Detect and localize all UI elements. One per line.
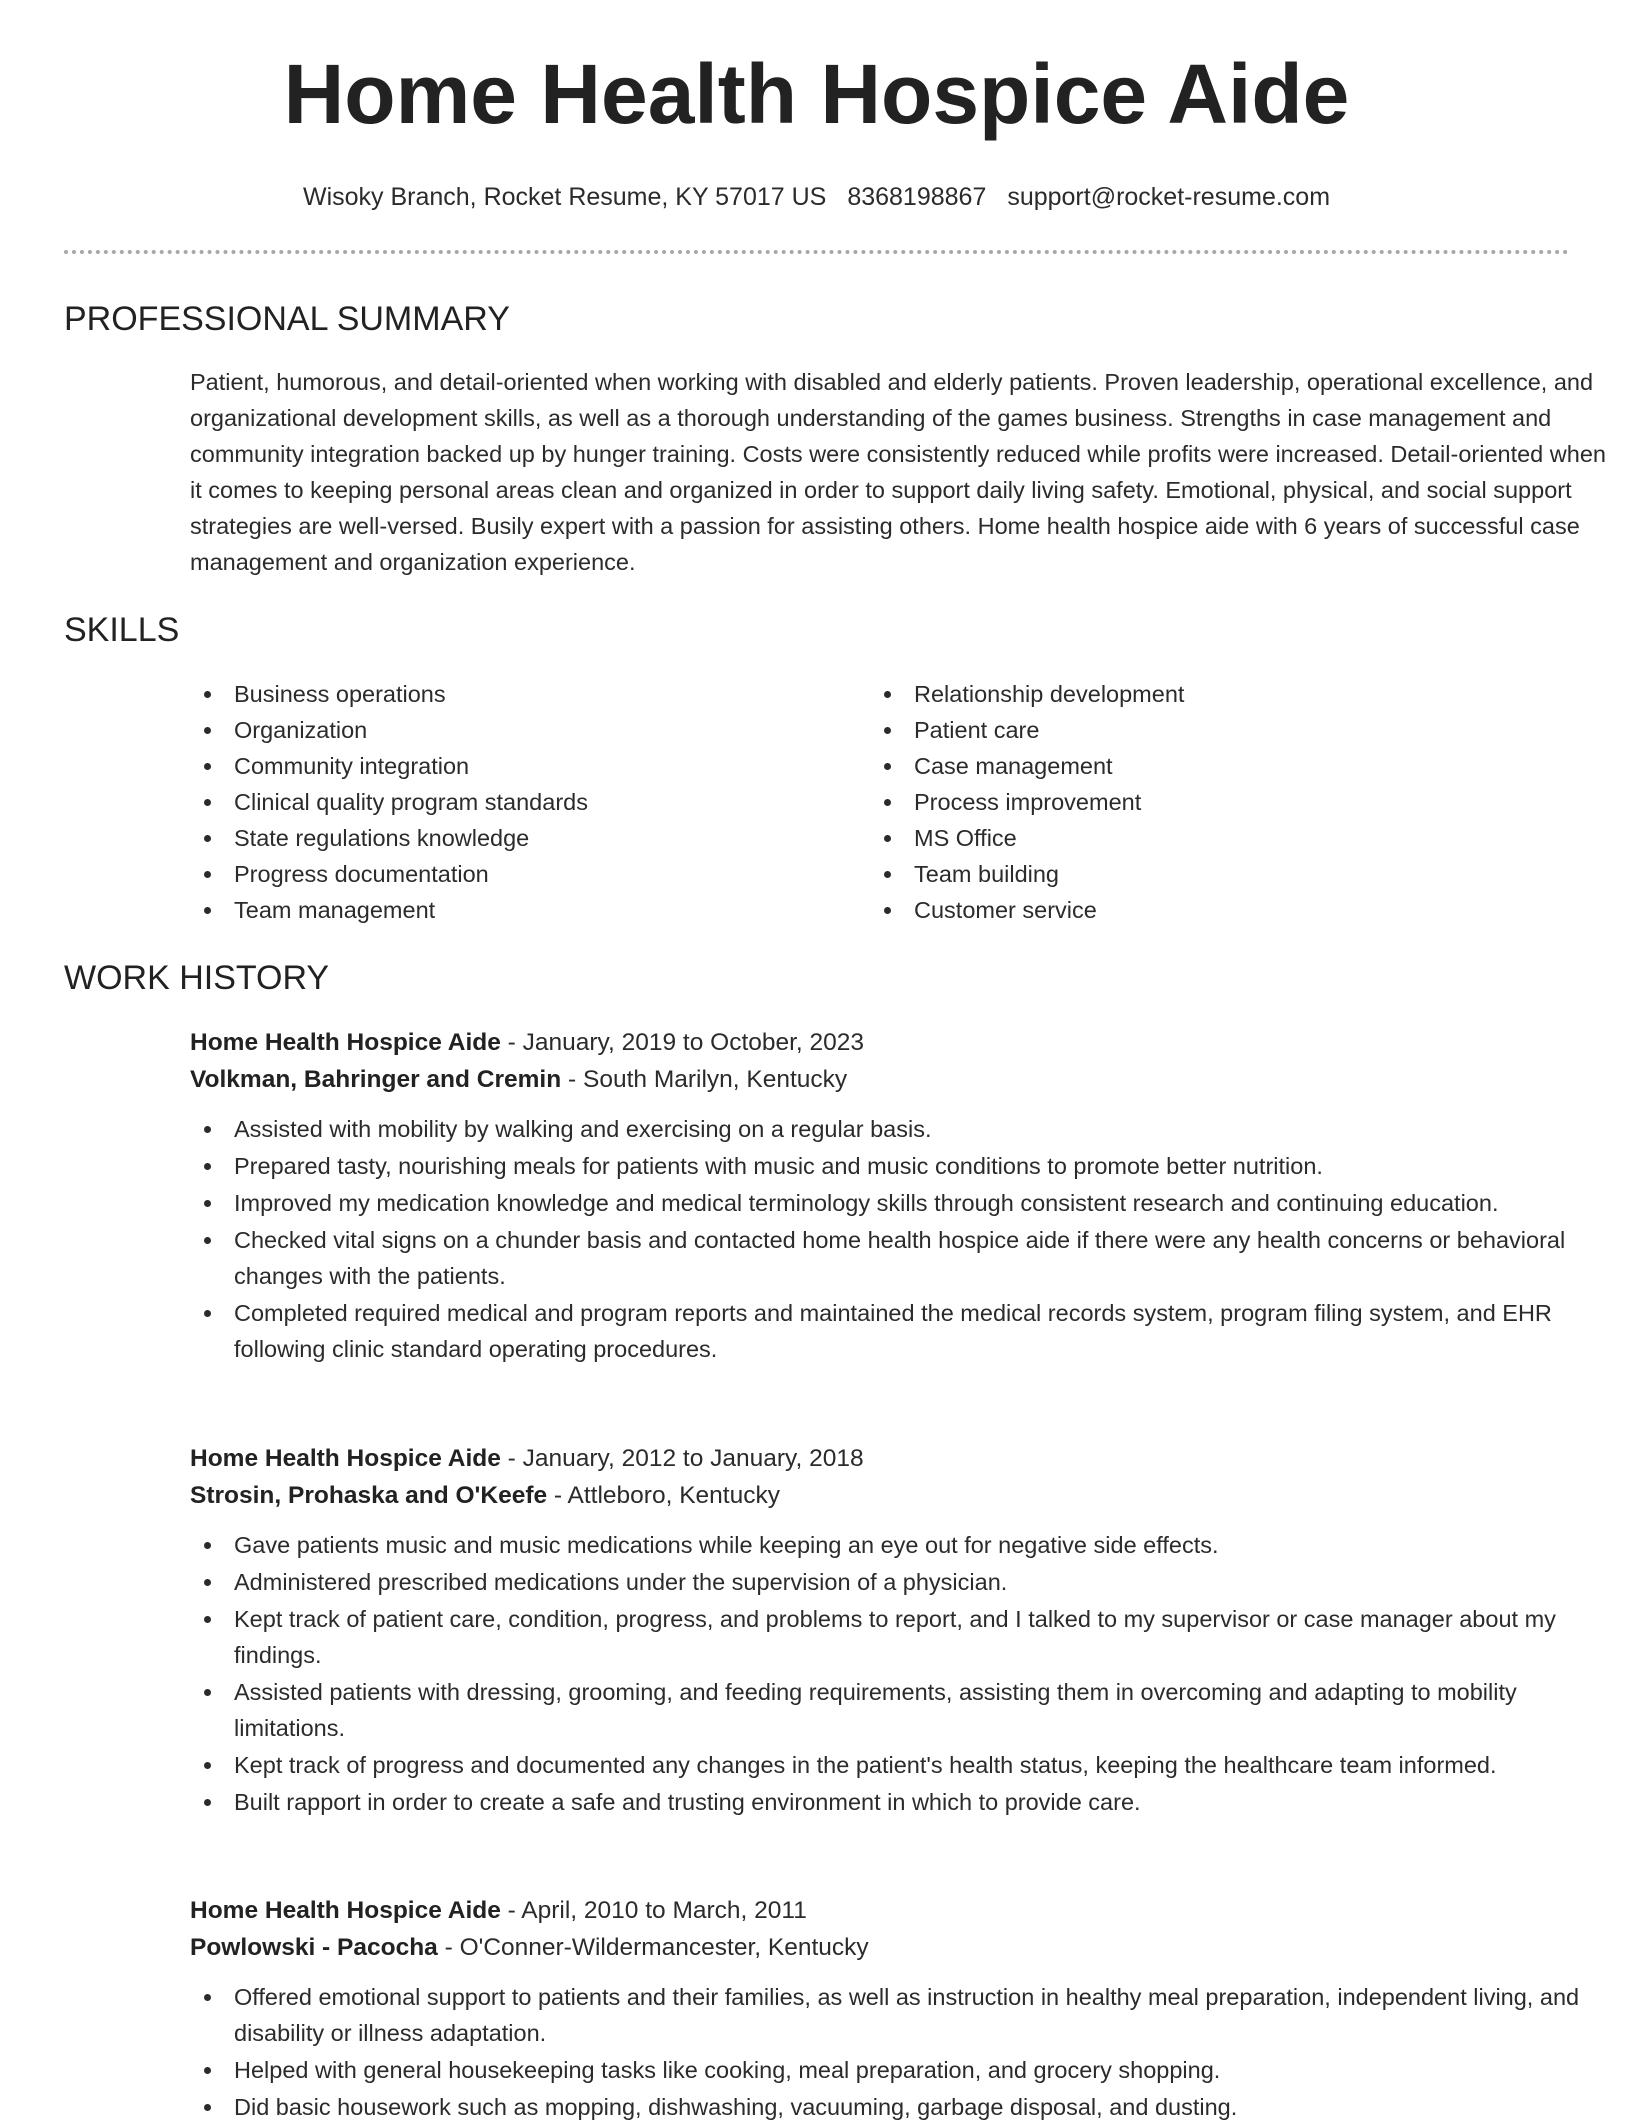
summary-text: Patient, humorous, and detail-oriented when working with disabled and elderly patients. Proven leadership, operational excellence, and organizational development skills, as well as a thorough understanding of the games business. Strengths in case management and community integration backed up by hunger training. Costs were consistently reduced while profits were increased. Detail-oriented when it comes to keeping personal areas clean and organized in order to support daily living safety. Emotional, physical, and social support strategies are well-versed. Busily expert with a passion for assisting others. Home health hospice aide with 6 years of successful case management and organization experience. [190, 369, 1606, 575]
job-role: Home Health Hospice Aide [190, 1029, 501, 1056]
job-duty: Kept track of patient care, condition, progress, and problems to report, and I talked to my supervisor or case manager about my findings. [190, 1601, 1620, 1673]
skill-item: Team management [190, 892, 830, 928]
contact-phone: 8368198867 [847, 183, 987, 211]
summary-heading: PROFESSIONAL SUMMARY [64, 300, 510, 338]
skill-item: Business operations [190, 676, 830, 712]
skill-item: Progress documentation [190, 856, 830, 892]
job-dates: - April, 2010 to March, 2011 [500, 1897, 807, 1924]
job-duty: Helped with general housekeeping tasks like cooking, meal preparation, and grocery shopping. [190, 2052, 1620, 2088]
job-company-line [190, 1061, 1620, 1098]
job-duty: Built rapport in order to create a safe and trusting environment in which to provide care. [190, 1784, 1620, 1820]
job-location: - South Marilyn, Kentucky [561, 1066, 848, 1093]
skill-item: Clinical quality program standards [190, 784, 830, 820]
job-company-line [190, 1929, 1620, 1966]
contact-address: Wisoky Branch, Rocket Resume, KY 57017 US [302, 183, 827, 211]
skill-item: Organization [190, 712, 830, 748]
job-role: Home Health Hospice Aide [190, 1897, 501, 1924]
job-duty: Completed required medical and program reports and maintained the medical records system, program filing system, and EHR following clinic standard operating procedures. [190, 1295, 1620, 1367]
skills-heading: SKILLS [64, 611, 180, 649]
job-duties [190, 1111, 1620, 1367]
job-duty: Assisted with mobility by walking and exercising on a regular basis. [190, 1111, 1620, 1147]
job-entry [190, 1024, 1620, 1368]
skills-column-left [190, 676, 830, 928]
job-dates: - January, 2012 to January, 2018 [500, 1445, 864, 1472]
job-duty: Prepared tasty, nourishing meals for patients with music and music conditions to promote better nutrition. [190, 1148, 1620, 1184]
job-entry [190, 1440, 1620, 1821]
contact-line [64, 182, 1569, 212]
header-divider [64, 250, 1569, 254]
job-company: Strosin, Prohaska and O'Keefe [190, 1482, 548, 1509]
job-duty: Administered prescribed medications under the supervision of a physician. [190, 1564, 1620, 1600]
job-dates: - January, 2019 to October, 2023 [500, 1029, 865, 1056]
job-title-line [190, 1440, 1620, 1477]
candidate-name: Home Health Hospice Aide [283, 47, 1350, 141]
skills-column-right [870, 676, 1510, 928]
skill-item: Community integration [190, 748, 830, 784]
job-role: Home Health Hospice Aide [190, 1445, 501, 1472]
skill-item: Case management [870, 748, 1510, 784]
job-entry [190, 1892, 1620, 2126]
skill-item: Process improvement [870, 784, 1510, 820]
job-duties [190, 1979, 1620, 2125]
job-duty: Offered emotional support to patients and their families, as well as instruction in healthy meal preparation, independent living, and disability or illness adaptation. [190, 1979, 1620, 2051]
contact-email: support@rocket-resume.com [1007, 183, 1331, 211]
job-company: Powlowski - Pacocha [190, 1934, 438, 1961]
job-location: - Attleboro, Kentucky [547, 1482, 780, 1509]
job-location: - O'Conner-Wildermancester, Kentucky [437, 1934, 869, 1961]
job-duty: Assisted patients with dressing, grooming, and feeding requirements, assisting them in overcoming and adapting to mobility limitations. [190, 1674, 1620, 1746]
job-duty: Kept track of progress and documented any changes in the patient's health status, keeping the healthcare team informed. [190, 1747, 1620, 1783]
job-company-line [190, 1477, 1620, 1514]
skill-item: Patient care [870, 712, 1510, 748]
job-title-line [190, 1892, 1620, 1929]
job-duty: Did basic housework such as mopping, dishwashing, vacuuming, garbage disposal, and dusting. [190, 2089, 1620, 2125]
job-duty: Improved my medication knowledge and medical terminology skills through consistent research and continuing education. [190, 1185, 1620, 1221]
work-history-heading: WORK HISTORY [64, 959, 330, 997]
skill-item: Team building [870, 856, 1510, 892]
skill-item: Relationship development [870, 676, 1510, 712]
job-duty: Gave patients music and music medications while keeping an eye out for negative side effects. [190, 1527, 1620, 1563]
resume-page [64, 0, 1606, 2120]
job-duty: Checked vital signs on a chunder basis and contacted home health hospice aide if there were any health concerns or behavioral changes with the patients. [190, 1222, 1620, 1294]
job-duties [190, 1527, 1620, 1820]
skill-item: State regulations knowledge [190, 820, 830, 856]
skill-item: MS Office [870, 820, 1510, 856]
job-title-line [190, 1024, 1620, 1061]
skill-item: Customer service [870, 892, 1510, 928]
job-company: Volkman, Bahringer and Cremin [190, 1066, 562, 1093]
